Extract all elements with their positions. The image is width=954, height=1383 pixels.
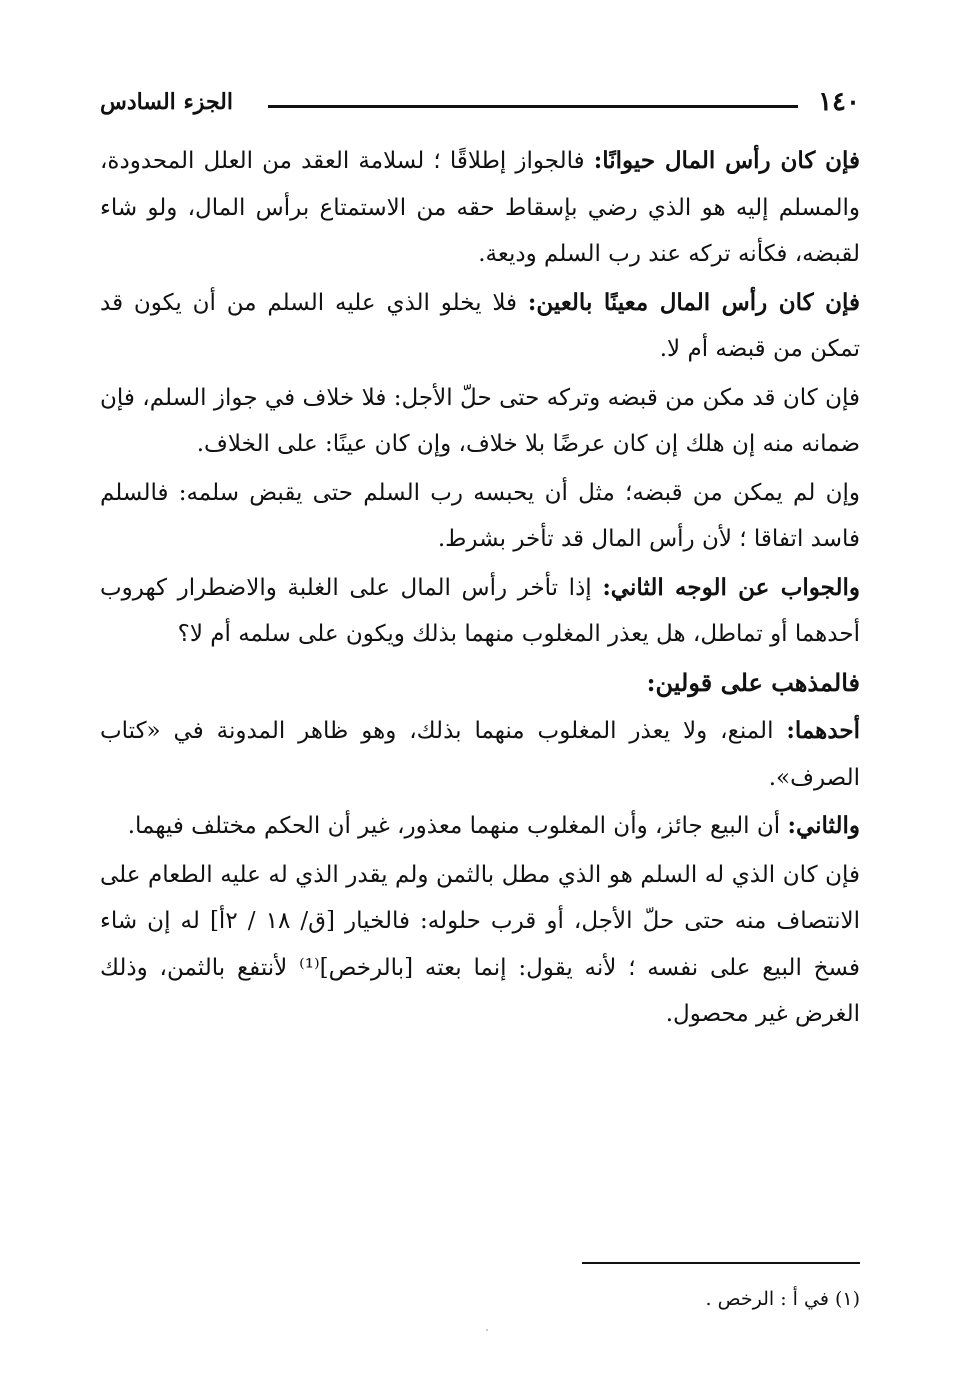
paragraph <box>100 280 860 373</box>
footnote: (١) في أ : الرخص . <box>705 1288 860 1310</box>
paragraph-text: فإن كان الذي له السلم هو الذي مطل بالثمن ولم يقدر الذي له عليه الطعام على الانتصاف منه حتى حلّ الأجل، أو قرب حلوله: فالخيار [ق/ ١٨ / ٢أ] له إن شاء فسخ البيع على نفسه ؛ لأنه يقول: إنما بعته [بالرخص]⁽¹⁾ لأنتفع بالثمن، وذلك الغرض غير محصول. <box>100 861 861 1027</box>
paragraph-text: أن البيع جائز، وأن المغلوب منهما معذور، غير أن الحكم مختلف فيهما. <box>127 813 788 839</box>
header-rule <box>268 105 798 108</box>
paragraph-text: وإن لم يمكن من قبضه؛ مثل أن يحبسه رب السلم حتى يقبض سلمه: فالسلم فاسد اتفاقا ؛ لأن رأس المال قد تأخر بشرط. <box>100 479 860 552</box>
paragraph-text: فإن كان قد مكن من قبضه وتركه حتى حلّ الأجل: فلا خلاف في جواز السلم، فإن ضمانه منه إن هلك إن كان عرضًا بلا خلاف، وإن كان عينًا: على الخلاف. <box>100 384 860 457</box>
paragraph <box>100 565 860 658</box>
paragraph-text: المنع، ولا يعذر المغلوب منهما بذلك، وهو ظاهر المدونة في «كتاب الصرف». <box>100 718 860 791</box>
paragraph-lead: فإن كان رأس المال معينًا بالعين: <box>527 288 860 316</box>
paragraph <box>100 375 860 468</box>
scan-speck <box>486 1329 488 1331</box>
paragraph-lead: فإن كان رأس المال حيوانًا: <box>593 147 860 174</box>
main-text <box>100 138 860 1040</box>
paragraph-lead: والجواب عن الوجه الثاني: <box>602 573 860 601</box>
section-heading: فالمذهب على قولين: <box>646 667 860 697</box>
paragraph-text: إذا تأخر رأس المال على الغلبة والاضطرار كهروب أحدهما أو تماطل، هل يعذر المغلوب منهما بذلك ويكون على سلمه أم لا؟ <box>100 574 860 647</box>
paragraph <box>100 803 860 850</box>
paragraph-text: فلا يخلو الذي عليه السلم من أن يكون قد تمكن من قبضه أم لا. <box>100 289 860 362</box>
paragraph <box>100 138 860 278</box>
paragraph <box>100 708 860 801</box>
volume-title: الجزء السادس <box>100 89 233 115</box>
paragraph <box>100 470 860 563</box>
paragraph-text: فالجواز إطلاقًا ؛ لسلامة العقد من العلل المحدودة، والمسلم إليه هو الذي رضي بإسقاط حقه من الاستمتاع برأس المال، ولو شاء لقبضه، فكأنه تركه عند رب السلم وديعة. <box>100 148 860 267</box>
paragraph-lead: أحدهما: <box>786 717 860 744</box>
paragraph-lead: والثاني: <box>787 812 860 839</box>
page-header <box>100 84 860 124</box>
paragraph <box>100 852 860 1038</box>
page-number: ١٤٠ <box>818 87 860 117</box>
footnote-rule <box>582 1262 860 1264</box>
